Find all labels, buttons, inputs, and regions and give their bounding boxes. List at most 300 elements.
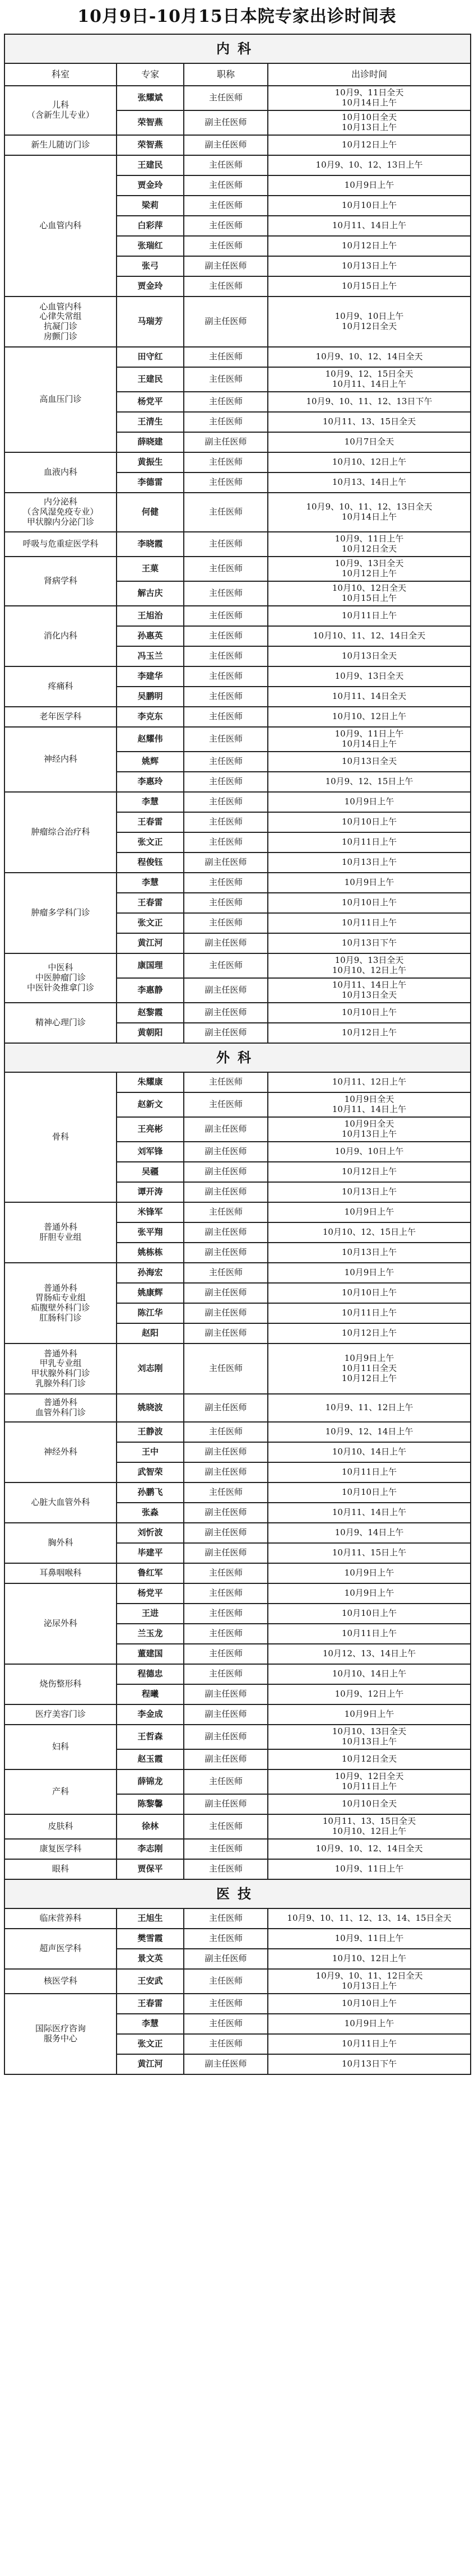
doctor-title: 主任医师 [184, 1814, 268, 1839]
dept-line: 皮肤科 [48, 1821, 73, 1832]
dept-line: 老年医学科 [39, 711, 82, 722]
clinic-time-line: 10月9、14日上午 [334, 1527, 404, 1538]
doctor-title: 主任医师 [184, 1482, 268, 1503]
clinic-time-line: 10月9日全天 [344, 1094, 394, 1105]
doctor-title: 主任医师 [184, 1969, 268, 1994]
clinic-time [268, 1949, 471, 1969]
clinic-time [268, 913, 471, 933]
clinic-time [268, 1343, 471, 1394]
section-row [4, 1043, 471, 1072]
clinic-time [268, 1023, 471, 1043]
dept-cell [4, 493, 117, 532]
table-row [4, 1072, 471, 1092]
dept-cell [4, 1994, 117, 2074]
dept-cell [4, 1394, 117, 1422]
table-row [4, 296, 471, 347]
clinic-time [268, 236, 471, 256]
table-row [4, 1563, 471, 1583]
dept-line: 烧伤整形科 [39, 1679, 82, 1689]
clinic-time-line: 10月14日上午 [341, 512, 397, 522]
dept-line: 呼吸与危重症医学科 [22, 539, 99, 549]
doctor-name: 何健 [117, 493, 184, 532]
clinic-time-line: 10月9日上午 [344, 1267, 394, 1278]
dept-line: 普通外科 [43, 1348, 77, 1359]
clinic-time-line: 10月11日上午 [341, 918, 397, 928]
clinic-time [268, 893, 471, 913]
header-cell-0: 科室 [4, 63, 117, 86]
clinic-time-line: 10月12日上午 [341, 240, 397, 251]
clinic-time-line: 10月11日全天 [341, 1363, 397, 1374]
dept-cell [4, 1769, 117, 1814]
clinic-time [268, 1072, 471, 1092]
doctor-title: 主任医师 [184, 236, 268, 256]
section-title: 医技 [4, 1879, 471, 1908]
doctor-title: 副主任医师 [184, 1003, 268, 1023]
clinic-time-line: 10月10日全天 [341, 1799, 397, 1809]
table-row [4, 1769, 471, 1794]
doctor-name: 李慧 [117, 2014, 184, 2034]
doctor-title: 主任医师 [184, 2034, 268, 2054]
doctor-name: 孙海宏 [117, 1263, 184, 1283]
clinic-time [268, 1908, 471, 1929]
doctor-title: 主任医师 [184, 772, 268, 792]
clinic-time [268, 296, 471, 347]
dept-line: 新生儿随访门诊 [31, 140, 90, 150]
doctor-title: 副主任医师 [184, 1394, 268, 1422]
clinic-time-line: 10月9日上午 [344, 1709, 394, 1720]
doctor-name: 贾保平 [117, 1859, 184, 1879]
dept-line: 疼痛科 [48, 681, 73, 692]
dept-cell [4, 1583, 117, 1664]
clinic-time-line: 10月10、12日上午 [332, 1826, 407, 1836]
doctor-title: 主任医师 [184, 2014, 268, 2034]
clinic-time [268, 752, 471, 772]
dept-cell [4, 953, 117, 1003]
table-row [4, 1583, 471, 1604]
clinic-time [268, 472, 471, 493]
clinic-time-line: 10月9、10、11、12、13日下午 [306, 396, 433, 407]
doctor-name: 米锋军 [117, 1202, 184, 1222]
clinic-time-line: 10月13、14日上午 [332, 477, 407, 488]
doctor-title: 主任医师 [184, 1422, 268, 1442]
doctor-name: 李慧 [117, 873, 184, 893]
clinic-time-line: 10月12日全天 [341, 321, 397, 331]
header-cell-2: 职称 [184, 63, 268, 86]
doctor-title: 主任医师 [184, 216, 268, 236]
doctor-name: 贾金玲 [117, 276, 184, 296]
dept-line: 内分泌科 [43, 497, 77, 507]
doctor-title: 主任医师 [184, 1604, 268, 1624]
doctor-name: 黄江河 [117, 933, 184, 953]
section-row [4, 1879, 471, 1908]
dept-cell [4, 347, 117, 452]
dept-line: 中医针灸推拿门诊 [26, 982, 94, 993]
clinic-time-line: 10月9、12日全天 [334, 1771, 404, 1782]
clinic-time [268, 1749, 471, 1769]
clinic-time-line: 10月10、12日上午 [332, 1953, 407, 1964]
clinic-time-line: 10月12、13、14日上午 [322, 1648, 416, 1659]
clinic-time-line: 10月9、10、12、14日全天 [315, 1843, 423, 1854]
dept-cell [4, 1908, 117, 1929]
doctor-title: 副主任医师 [184, 1142, 268, 1162]
doctor-name: 康国理 [117, 953, 184, 978]
dept-line: 中医科 [48, 962, 73, 973]
doctor-title: 副主任医师 [184, 1303, 268, 1323]
clinic-time-line: 10月14日上午 [341, 98, 397, 108]
clinic-time [268, 853, 471, 873]
dept-line: 心脏大血管外科 [31, 1497, 90, 1508]
doctor-title: 副主任医师 [184, 1949, 268, 1969]
doctor-name: 程俊钰 [117, 853, 184, 873]
table-row [4, 1839, 471, 1859]
table-row [4, 1969, 471, 1994]
clinic-time-line: 10月10、13日全天 [332, 1726, 407, 1737]
dept-cell [4, 1859, 117, 1879]
doctor-title: 主任医师 [184, 1583, 268, 1604]
doctor-name: 谭开涛 [117, 1182, 184, 1202]
dept-line: 肾病学科 [43, 576, 77, 586]
table-row [4, 1814, 471, 1839]
clinic-time-line: 10月12日全天 [341, 1754, 397, 1764]
section-row [4, 34, 471, 63]
clinic-time-line: 10月15日上午 [341, 593, 397, 603]
doctor-name: 刘志刚 [117, 1343, 184, 1394]
dept-cell [4, 135, 117, 155]
clinic-time [268, 1202, 471, 1222]
doctor-name: 贾金玲 [117, 175, 184, 196]
clinic-time [268, 135, 471, 155]
clinic-time-line: 10月11、14日上午 [332, 1104, 407, 1114]
doctor-name: 田守红 [117, 347, 184, 367]
table-row [4, 135, 471, 155]
table-row [4, 347, 471, 367]
clinic-time [268, 772, 471, 792]
dept-line: 胃肠疝专业组 [35, 1292, 86, 1303]
doctor-name: 吴疆 [117, 1162, 184, 1182]
dept-cell [4, 1664, 117, 1704]
clinic-time [268, 1422, 471, 1442]
dept-cell [4, 1202, 117, 1263]
clinic-time [268, 412, 471, 432]
clinic-time [268, 707, 471, 727]
dept-line: 血管外科门诊 [35, 1407, 86, 1417]
doctor-title: 副主任医师 [184, 1462, 268, 1482]
doctor-name: 王中 [117, 1442, 184, 1462]
clinic-time [268, 666, 471, 687]
dept-line: 普通外科 [43, 1222, 77, 1233]
doctor-title: 副主任医师 [184, 2054, 268, 2074]
doctor-name: 姚康辉 [117, 1283, 184, 1303]
doctor-title: 主任医师 [184, 86, 268, 110]
dept-line: 中医肿瘤门诊 [35, 972, 86, 983]
clinic-time-line: 10月10、12、15日上午 [322, 1227, 416, 1238]
doctor-name: 白彩萍 [117, 216, 184, 236]
header-cell-3: 出诊时间 [268, 63, 471, 86]
doctor-title: 主任医师 [184, 606, 268, 626]
clinic-time [268, 1563, 471, 1583]
clinic-time [268, 392, 471, 412]
clinic-time [268, 2014, 471, 2034]
doctor-title: 主任医师 [184, 472, 268, 493]
clinic-time-line: 10月10日上午 [341, 1608, 397, 1619]
dept-cell [4, 1523, 117, 1563]
clinic-time-line: 10月9、12、15日全天 [325, 369, 413, 379]
clinic-time [268, 687, 471, 707]
dept-line: 骨科 [52, 1132, 69, 1142]
doctor-name: 李惠玲 [117, 772, 184, 792]
clinic-time-line: 10月9日上午 [344, 796, 394, 807]
clinic-time [268, 1503, 471, 1523]
doctor-name: 兰玉龙 [117, 1624, 184, 1644]
table-row [4, 1994, 471, 2014]
clinic-time [268, 1323, 471, 1343]
doctor-name: 荣智燕 [117, 135, 184, 155]
clinic-time [268, 1442, 471, 1462]
clinic-time-line: 10月13日上午 [341, 1247, 397, 1258]
clinic-time [268, 1182, 471, 1202]
doctor-name: 王旭治 [117, 606, 184, 626]
clinic-time-line: 10月11日上午 [341, 2038, 397, 2049]
doctor-name: 冯玉兰 [117, 646, 184, 666]
dept-cell [4, 1814, 117, 1839]
doctor-title: 主任医师 [184, 1664, 268, 1684]
table-row [4, 1202, 471, 1222]
clinic-time [268, 873, 471, 893]
clinic-time [268, 1117, 471, 1142]
dept-line: 甲乳专业组 [39, 1358, 82, 1369]
doctor-title: 副主任医师 [184, 1543, 268, 1563]
dept-line: 房颤门诊 [43, 331, 77, 341]
table-row [4, 1725, 471, 1749]
clinic-time-line: 10月10日上午 [341, 200, 397, 211]
doctor-name: 王静波 [117, 1422, 184, 1442]
doctor-name: 黄江河 [117, 2054, 184, 2074]
doctor-title: 主任医师 [184, 666, 268, 687]
clinic-time-line: 10月11日上午 [341, 1628, 397, 1639]
clinic-time-line: 10月12日上午 [341, 1166, 397, 1177]
dept-cell [4, 792, 117, 873]
clinic-time-line: 10月12日上午 [341, 1373, 397, 1383]
clinic-time [268, 532, 471, 557]
doctor-title: 副主任医师 [184, 256, 268, 276]
section-title: 外科 [4, 1043, 471, 1072]
doctor-name: 张耀斌 [117, 86, 184, 110]
doctor-name: 杨党平 [117, 392, 184, 412]
dept-cell [4, 1003, 117, 1043]
doctor-name: 毕建平 [117, 1543, 184, 1563]
doctor-name: 赵阳 [117, 1323, 184, 1343]
doctor-name: 赵玉霞 [117, 1749, 184, 1769]
doctor-title: 副主任医师 [184, 978, 268, 1003]
doctor-title: 副主任医师 [184, 1222, 268, 1243]
dept-line: 肝胆专业组 [39, 1232, 82, 1242]
clinic-time-line: 10月9、12、14日上午 [325, 1426, 413, 1437]
clinic-time-line: 10月11、14日上午 [332, 379, 407, 389]
clinic-time-line: 10月9日上午 [344, 2018, 394, 2029]
doctor-name: 荣智燕 [117, 110, 184, 135]
dept-line: 服务中心 [43, 2033, 77, 2044]
doctor-name: 董建国 [117, 1644, 184, 1664]
doctor-name: 王哲森 [117, 1725, 184, 1749]
clinic-time [268, 256, 471, 276]
clinic-time [268, 1624, 471, 1644]
dept-cell [4, 1343, 117, 1394]
doctor-title: 副主任医师 [184, 296, 268, 347]
doctor-title: 主任医师 [184, 1263, 268, 1283]
clinic-time-line: 10月10日上午 [341, 1487, 397, 1498]
clinic-time [268, 1263, 471, 1283]
table-row [4, 666, 471, 687]
clinic-time [268, 1684, 471, 1704]
doctor-name: 李德雷 [117, 472, 184, 493]
doctor-title: 主任医师 [184, 532, 268, 557]
clinic-time-line: 10月9、12日上午 [334, 1689, 404, 1699]
clinic-time [268, 1482, 471, 1503]
doctor-title: 副主任医师 [184, 1794, 268, 1814]
clinic-time [268, 606, 471, 626]
dept-line: 甲状腺外科门诊 [31, 1368, 90, 1378]
dept-line: 医疗美容门诊 [35, 1709, 86, 1720]
doctor-name: 吴鹏明 [117, 687, 184, 707]
clinic-time [268, 1462, 471, 1482]
clinic-time-line: 10月13日上午 [341, 261, 397, 271]
table-row [4, 1003, 471, 1023]
doctor-name: 武智荣 [117, 1462, 184, 1482]
dept-line: 普通外科 [43, 1282, 77, 1293]
dept-line: 心血管内科 [39, 220, 82, 231]
doctor-title: 副主任医师 [184, 1749, 268, 1769]
doctor-title: 主任医师 [184, 347, 268, 367]
dept-cell [4, 1422, 117, 1482]
table-row [4, 532, 471, 557]
clinic-time [268, 978, 471, 1003]
dept-line: 临床营养科 [39, 1913, 82, 1924]
clinic-time-line: 10月7日全天 [344, 437, 394, 447]
dept-cell [4, 707, 117, 727]
doctor-name: 王春雷 [117, 1994, 184, 2014]
doctor-title: 主任医师 [184, 1839, 268, 1859]
dept-cell [4, 452, 117, 493]
doctor-name: 梁莉 [117, 196, 184, 216]
clinic-time-line: 10月13日上午 [341, 122, 397, 132]
clinic-time [268, 110, 471, 135]
clinic-time [268, 1929, 471, 1949]
doctor-title: 主任医师 [184, 1929, 268, 1949]
clinic-time-line: 10月11日上午 [341, 1308, 397, 1318]
clinic-time [268, 196, 471, 216]
page-title: 10月9日-10月15日本院专家出诊时间表 [77, 7, 397, 26]
doctor-title: 主任医师 [184, 752, 268, 772]
table-row [4, 707, 471, 727]
doctor-title: 主任医师 [184, 1563, 268, 1583]
doctor-name: 朱耀康 [117, 1072, 184, 1092]
doctor-title: 主任医师 [184, 1343, 268, 1394]
doctor-name: 解古庆 [117, 581, 184, 606]
clinic-time [268, 175, 471, 196]
table-row [4, 452, 471, 472]
doctor-name: 李金成 [117, 1704, 184, 1725]
doctor-name: 徐林 [117, 1814, 184, 1839]
clinic-time [268, 933, 471, 953]
doctor-name: 黄朝阳 [117, 1023, 184, 1043]
clinic-time [268, 1394, 471, 1422]
doctor-name: 李克东 [117, 707, 184, 727]
doctor-name: 薛锦龙 [117, 1769, 184, 1794]
doctor-title: 主任医师 [184, 276, 268, 296]
doctor-title: 副主任医师 [184, 1117, 268, 1142]
clinic-time [268, 1243, 471, 1263]
doctor-name: 樊雪霞 [117, 1929, 184, 1949]
clinic-time [268, 1003, 471, 1023]
doctor-title: 主任医师 [184, 792, 268, 812]
doctor-name: 王亮彬 [117, 1117, 184, 1142]
doctor-title: 主任医师 [184, 196, 268, 216]
doctor-title: 副主任医师 [184, 1684, 268, 1704]
clinic-time [268, 646, 471, 666]
doctor-title: 主任医师 [184, 557, 268, 581]
doctor-title: 主任医师 [184, 953, 268, 978]
dept-line: 心血管内科 [39, 301, 82, 312]
clinic-time [268, 1543, 471, 1563]
clinic-time-line: 10月11日上午 [341, 1781, 397, 1791]
dept-line: 超声医学科 [39, 1943, 82, 1954]
table-row [4, 1908, 471, 1929]
doctor-title: 主任医师 [184, 1092, 268, 1117]
clinic-time [268, 347, 471, 367]
clinic-time-line: 10月11、13、15日全天 [322, 1816, 416, 1827]
clinic-time [268, 276, 471, 296]
table-row [4, 1859, 471, 1879]
dept-cell [4, 1839, 117, 1859]
clinic-time-line: 10月13日全天 [341, 756, 397, 767]
clinic-time [268, 1583, 471, 1604]
clinic-time-line: 10月13日上午 [341, 1187, 397, 1197]
dept-line: 抗凝门诊 [43, 321, 77, 331]
doctor-title: 主任医师 [184, 1072, 268, 1092]
clinic-time-line: 10月11、15日上午 [332, 1548, 407, 1558]
doctor-name: 王春雷 [117, 893, 184, 913]
doctor-name: 孙鹏飞 [117, 1482, 184, 1503]
doctor-name: 王建民 [117, 155, 184, 175]
doctor-title: 主任医师 [184, 1202, 268, 1222]
table-row [4, 873, 471, 893]
clinic-time [268, 155, 471, 175]
schedule-table [4, 34, 471, 2075]
doctor-title: 主任医师 [184, 893, 268, 913]
clinic-time-line: 10月12日上午 [341, 568, 397, 578]
doctor-name: 张文正 [117, 832, 184, 853]
clinic-time [268, 727, 471, 752]
dept-cell [4, 1704, 117, 1725]
clinic-time-line: 10月9、11、12日上午 [325, 1402, 413, 1413]
dept-line: （含新生儿专业） [26, 110, 94, 120]
clinic-time-line: 10月11日上午 [341, 837, 397, 847]
doctor-name: 陈江华 [117, 1303, 184, 1323]
dept-line: 血液内科 [43, 467, 77, 478]
doctor-title: 副主任医师 [184, 1503, 268, 1523]
doctor-title: 副主任医师 [184, 933, 268, 953]
clinic-time [268, 1664, 471, 1684]
doctor-title: 主任医师 [184, 493, 268, 532]
clinic-time-line: 10月13日下午 [341, 938, 397, 948]
clinic-time [268, 1644, 471, 1664]
doctor-title: 副主任医师 [184, 110, 268, 135]
doctor-name: 张平翔 [117, 1222, 184, 1243]
clinic-time-line: 10月9、12、15日上午 [325, 776, 413, 787]
doctor-title: 主任医师 [184, 913, 268, 933]
dept-line: 疝腹壁外科门诊 [31, 1303, 90, 1313]
table-row [4, 792, 471, 812]
